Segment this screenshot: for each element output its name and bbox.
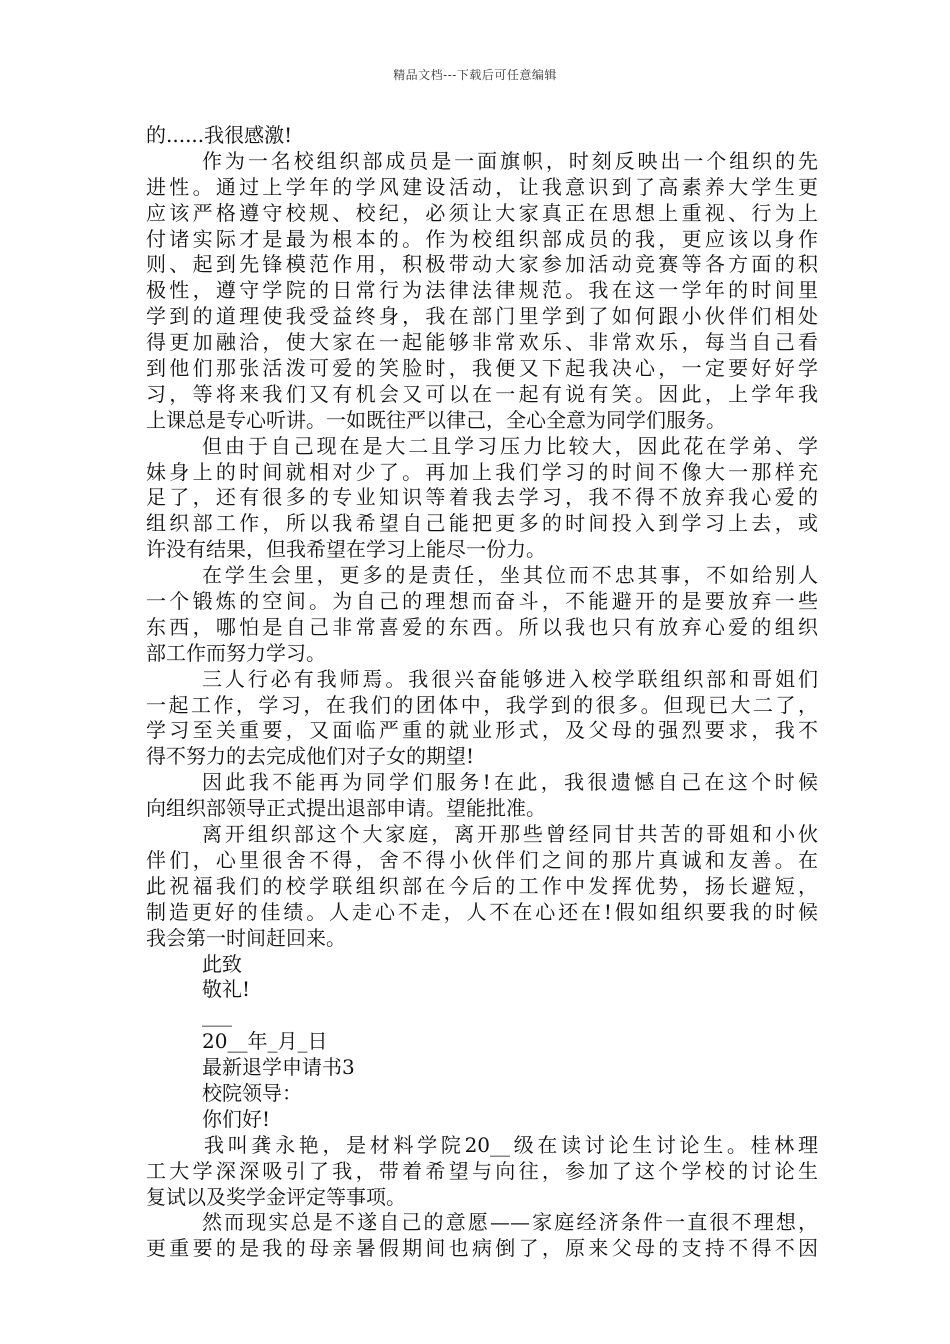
text-line: 学习至关重要，又面临严重的就业形式，及父母的强烈要求，我不 xyxy=(146,718,818,743)
text-line: 应该严格遵守校规、校纪，必须让大家真正在思想上重视、行为上 xyxy=(146,200,818,225)
text-line: 我叫龚永艳，是材料学院20__级在读讨论生讨论生。桂林理 xyxy=(204,1132,818,1157)
text-line: 习，等将来我们又有机会又可以在一起有说有笑。因此，上学年我 xyxy=(146,381,818,406)
text-line: 此祝福我们的校学联组织部在今后的工作中发挥优势，扬长避短， xyxy=(146,873,818,898)
text-line: 作为一名校组织部成员是一面旗帜，时刻反映出一个组织的先 xyxy=(202,148,818,173)
text-line: 足了，还有很多的专业知识等着我去学习，我不得不放弃我心爱的 xyxy=(146,485,818,510)
text-line: 制造更好的佳绩。人走心不走，人不在心还在!假如组织要我的时候 xyxy=(146,899,818,924)
text-line: 但由于自己现在是大二且学习压力比较大，因此花在学弟、学 xyxy=(202,433,818,458)
text-line: 伴们，心里很舍不得，舍不得小伙伴们之间的那片真诚和友善。在 xyxy=(146,847,818,872)
text-line: 离开组织部这个大家庭，离开那些曾经同甘共苦的哥姐和小伙 xyxy=(202,822,818,847)
text-line: 学到的道理使我受益终身，我在部门里学到了如何跟小伙伴们相处 xyxy=(146,304,818,329)
text-line: 三人行必有我师焉。我很兴奋能够进入校学联组织部和哥姐们 xyxy=(202,666,818,691)
signature-blank: ___ xyxy=(202,1003,232,1028)
text-line: 更重要的是我的母亲暑假期间也病倒了，原来父母的支持不得不因 xyxy=(146,1236,818,1261)
text-line: 东西，哪怕是自己非常喜爱的东西。所以我也只有放弃心爱的组织 xyxy=(146,614,818,639)
date-line: 20__年_月_日 xyxy=(202,1029,328,1054)
text-line: 然而现实总是不遂自己的意愿——家庭经济条件一直很不理想， xyxy=(202,1210,818,1235)
text-line: 一起工作，学习，在我们的团体中，我学到的很多。但现已大二了， xyxy=(146,692,818,717)
document-body xyxy=(146,123,818,1262)
addressee: 校院领导： xyxy=(202,1080,302,1105)
text-line: 在学生会里，更多的是责任，坐其位而不忠其事，不如给别人 xyxy=(202,563,818,588)
text-line: 得更加融洽，使大家在一起能够非常欢乐、非常欢乐，每当自己看 xyxy=(146,330,818,355)
text-line: 极性，遵守学院的日常行为法律法律规范。我在这一学年的时间里 xyxy=(146,278,818,303)
closing-salutation: 此致 xyxy=(202,951,242,976)
text-line: 的......我很感激! xyxy=(146,123,293,147)
closing-regards: 敬礼! xyxy=(202,977,251,1002)
text-line: 向组织部领导正式提出退部申请。望能批准。 xyxy=(146,796,546,821)
text-line: 工大学深深吸引了我，带着希望与向往，参加了这个学校的讨论生 xyxy=(146,1158,818,1183)
text-line: 因此我不能再为同学们服务!在此，我很遗憾自己在这个时候 xyxy=(202,770,818,795)
text-line: 一个锻炼的空间。为自己的理想而奋斗，不能避开的是要放弃一些 xyxy=(146,589,818,614)
greeting: 你们好! xyxy=(202,1106,271,1131)
text-line: 妹身上的时间就相对少了。再加上我们学习的时间不像大一那样充 xyxy=(146,459,818,484)
section-title: 最新退学申请书3 xyxy=(202,1055,355,1080)
text-line: 部工作而努力学习。 xyxy=(146,640,326,665)
text-line: 则、起到先锋模范作用，积极带动大家参加活动竞赛等各方面的积 xyxy=(146,252,818,277)
text-line: 复试以及奖学金评定等事项。 xyxy=(146,1184,406,1209)
text-line: 许没有结果，但我希望在学习上能尽一份力。 xyxy=(146,537,546,562)
text-line: 得不努力的去完成他们对子女的期望! xyxy=(146,744,475,769)
text-line: 上课总是专心听讲。一如既往严以律己，全心全意为同学们服务。 xyxy=(146,407,726,432)
page-header: 精品文档---下载后可任意编辑 xyxy=(393,68,557,82)
text-line: 组织部工作，所以我希望自己能把更多的时间投入到学习上去，或 xyxy=(146,511,818,536)
text-line: 进性。通过上学年的学风建设活动，让我意识到了高素养大学生更 xyxy=(146,174,818,199)
text-line: 付诸实际才是最为根本的。作为校组织部成员的我，更应该以身作 xyxy=(146,226,818,251)
text-line: 到他们那张活泼可爱的笑脸时，我便又下起我决心，一定要好好学 xyxy=(146,356,818,381)
text-line: 我会第一时间赶回来。 xyxy=(146,925,346,950)
